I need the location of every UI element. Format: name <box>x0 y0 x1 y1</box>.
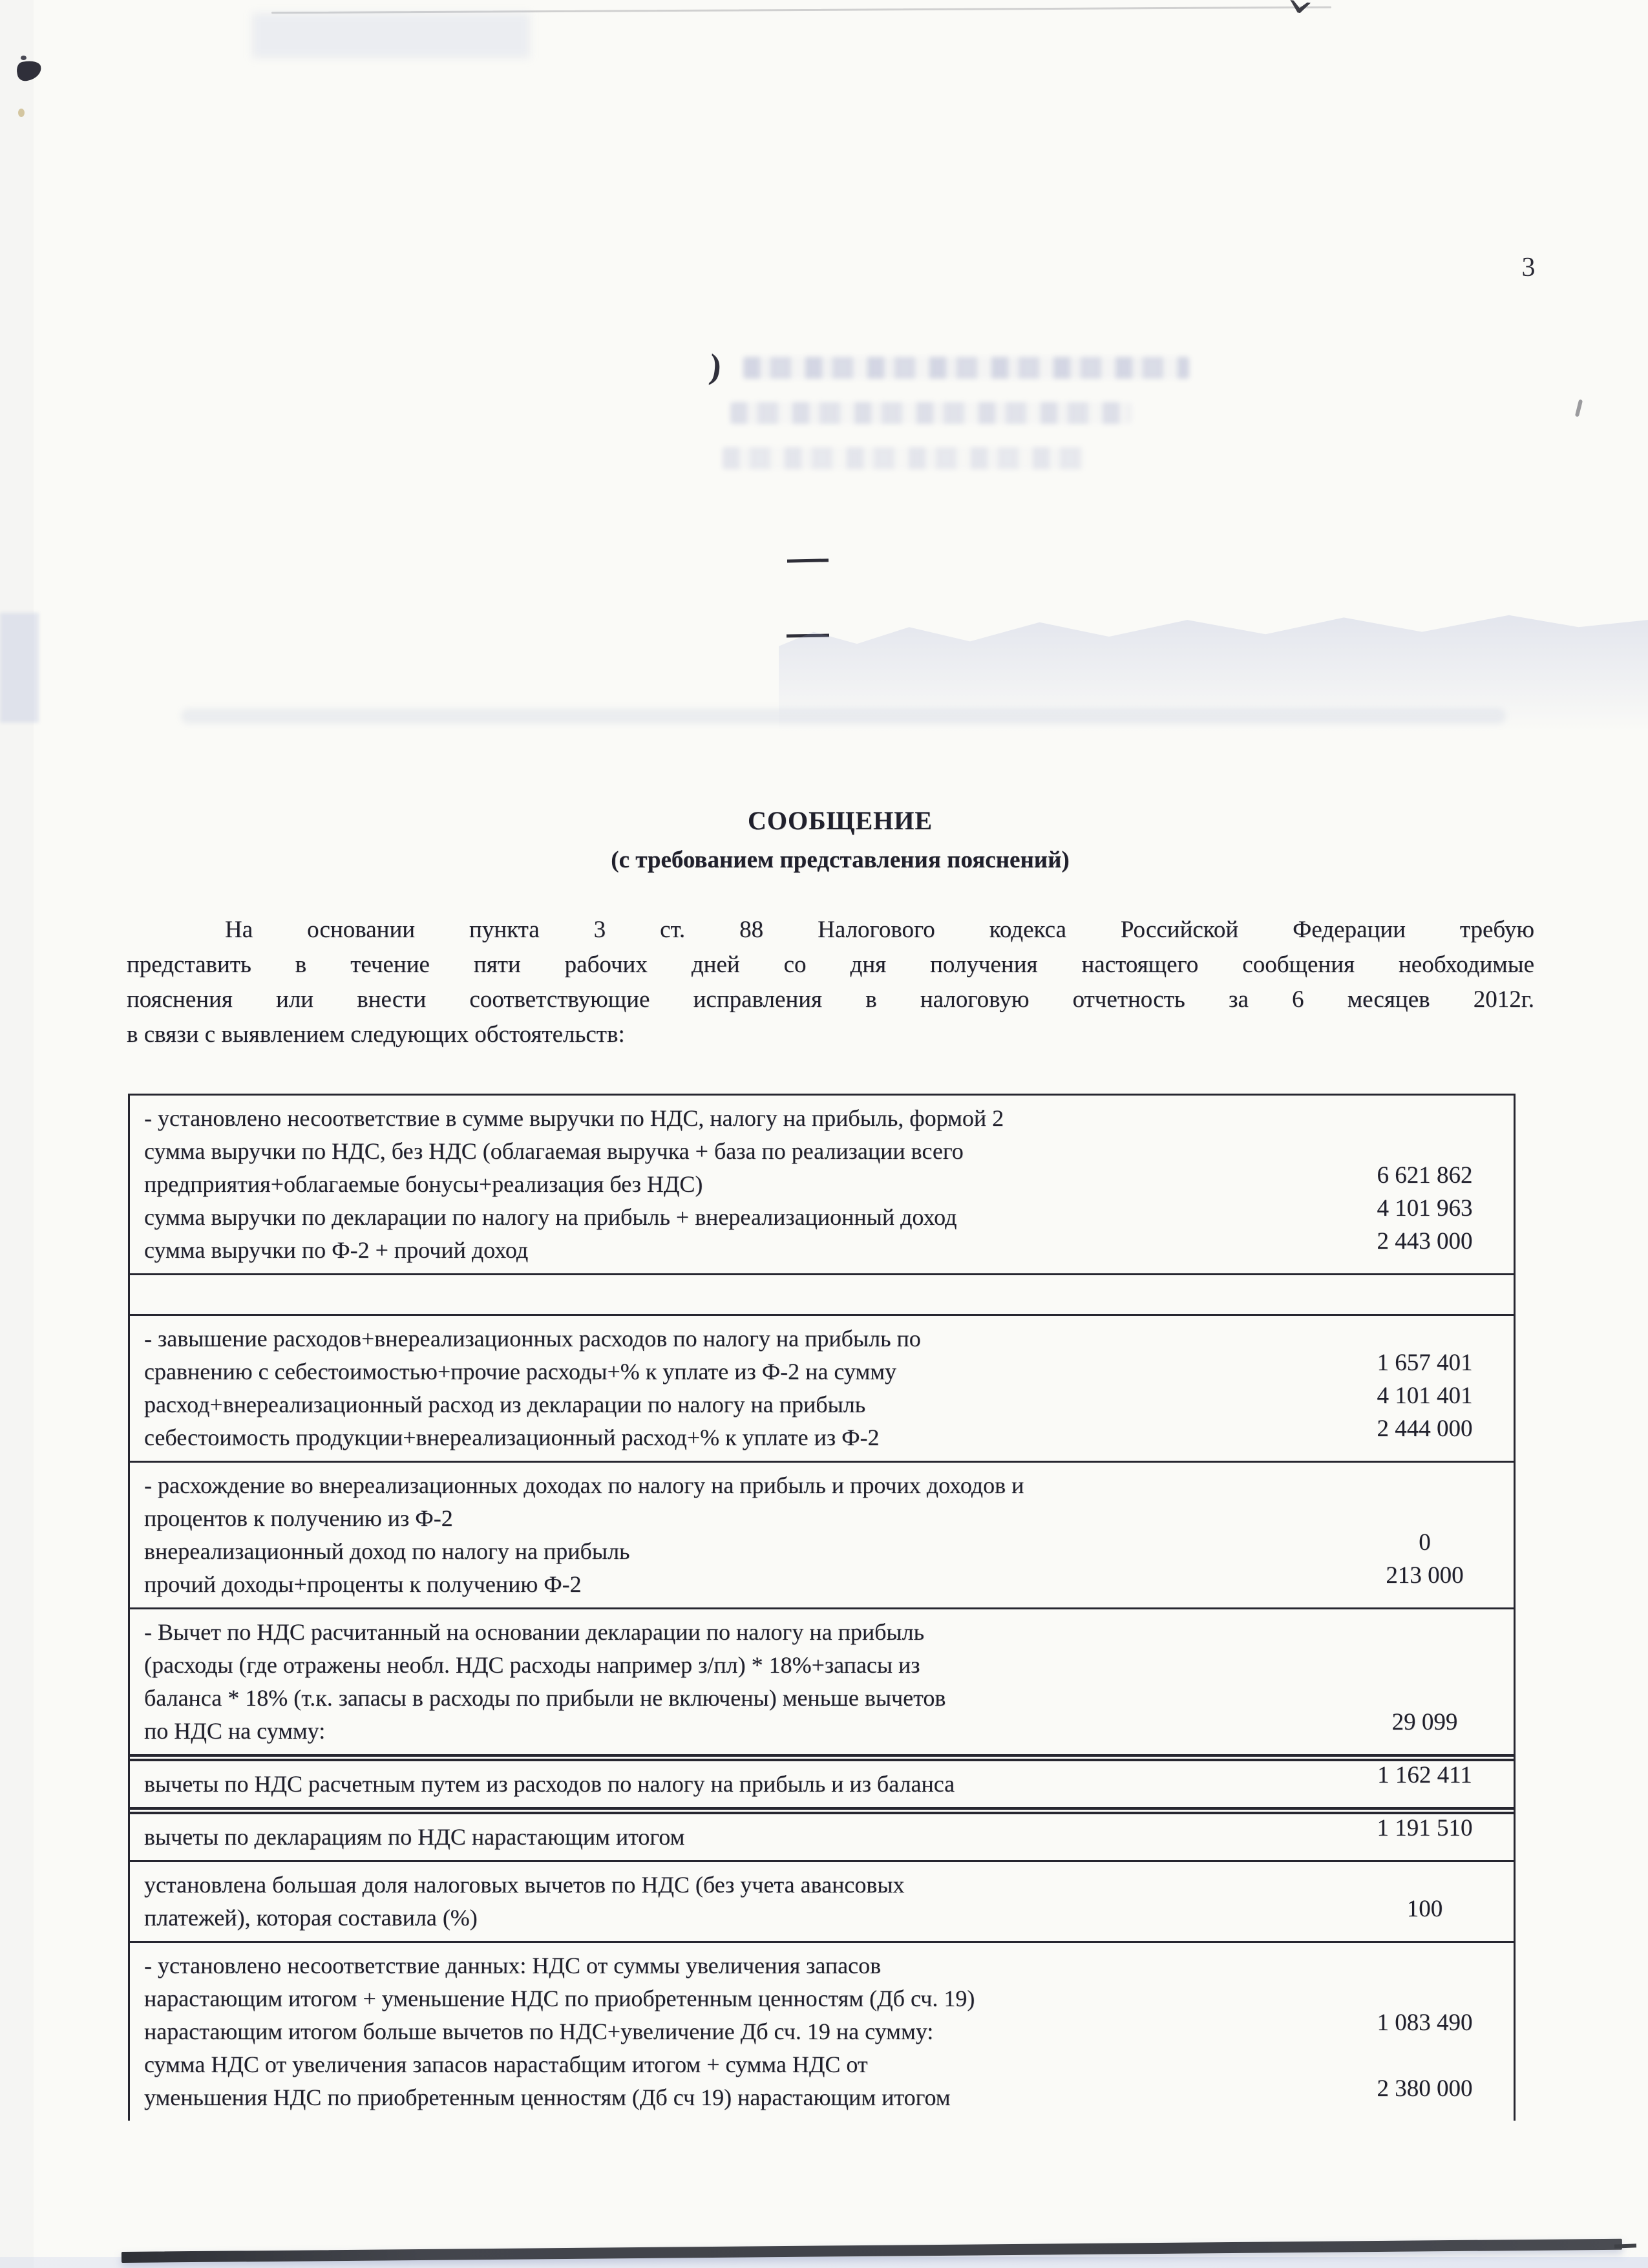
stray-dash-mark <box>1614 2243 1636 2248</box>
table-block <box>130 1096 1514 1273</box>
table-line <box>130 2009 1514 2048</box>
line-label: нарастающим итогом больше вычетов по НДС+увеличение Дб сч. 19 на сумму: <box>144 2019 934 2044</box>
line-value: 1 657 401 <box>1377 1350 1473 1376</box>
table-block <box>130 1941 1514 2121</box>
table-line <box>130 1682 1514 1715</box>
table-line <box>130 1102 1514 1135</box>
table-line <box>130 1322 1514 1355</box>
line-value: 2 444 000 <box>1377 1415 1473 1442</box>
document-header <box>126 805 1554 874</box>
line-value: 100 <box>1406 1896 1443 1922</box>
table-spacer-row <box>130 1273 1514 1314</box>
table-line <box>130 1649 1514 1682</box>
line-label: процентов к получению из Ф-2 <box>144 1505 453 1531</box>
table-block <box>130 1807 1514 1860</box>
table-line <box>130 1228 1514 1267</box>
line-value: 0 <box>1419 1529 1431 1556</box>
line-value: 1 162 411 <box>1377 1762 1472 1788</box>
table-block <box>130 1314 1514 1461</box>
line-label: баланса * 18% (т.к. запасы в расходы по прибыли не включены) меньше вычетов <box>144 1685 946 1711</box>
bleedthrough-text-line <box>723 447 1084 469</box>
intro-line: представить в течение пяти рабочих дней со дня получения настоящего сообщения необходимые <box>127 951 1534 978</box>
document-subtitle: (с требованием представления пояснений) <box>611 847 1070 873</box>
line-label: нарастающим итогом + уменьшение НДС по приобретенным ценностям (Дб сч. 19) <box>144 1986 975 2011</box>
table-block <box>130 1461 1514 1607</box>
stray-tick-mark <box>1575 399 1583 418</box>
table-line <box>130 1135 1514 1168</box>
line-label: сумма выручки по НДС, без НДС (облагаемая выручка + база по реализации всего <box>144 1138 964 1164</box>
line-label: расход+внереализационный расход из декларации по налогу на прибыль <box>144 1392 866 1417</box>
table-line <box>130 2075 1514 2114</box>
intro-paragraph <box>127 913 1534 1052</box>
table-line <box>130 1815 1514 1854</box>
line-label: по НДС на сумму: <box>144 1718 326 1744</box>
bleedthrough-band-left <box>0 613 39 723</box>
table-block <box>130 1860 1514 1941</box>
table-line <box>130 1469 1514 1502</box>
document-title: СООБЩЕНИЕ <box>747 806 933 835</box>
line-label: вычеты по НДС расчетным путем из расходов по налогу на прибыль и из баланса <box>144 1771 955 1797</box>
line-label: прочий доходы+проценты к получению Ф-2 <box>144 1571 582 1597</box>
table-line <box>130 1529 1514 1568</box>
table-line <box>130 1415 1514 1454</box>
page-number: 3 <box>1521 253 1536 282</box>
stray-dash-mark <box>787 558 829 562</box>
line-label: - завышение расходов+внереализационных расходов по налогу на прибыль по <box>144 1326 921 1351</box>
table-line <box>130 1896 1514 1934</box>
table-line <box>130 1195 1514 1234</box>
line-value: 2 380 000 <box>1377 2075 1473 2102</box>
line-value: 1 083 490 <box>1377 2009 1473 2036</box>
table-line <box>130 1982 1514 2015</box>
table-line <box>130 1383 1514 1421</box>
line-value: 4 101 963 <box>1377 1195 1473 1222</box>
line-label: установлена большая доля налоговых вычетов по НДС (без учета авансовых <box>144 1872 905 1898</box>
line-label: - установлено несоответствие данных: НДС от суммы увеличения запасов <box>144 1953 882 1978</box>
line-label: платежей), которая составила (%) <box>144 1905 478 1931</box>
line-value: 1 191 510 <box>1377 1815 1473 1841</box>
line-label: сумма НДС от увеличения запасов нарастабщим итогом + сумма НДС от <box>144 2051 868 2077</box>
line-value: 4 101 401 <box>1377 1383 1473 1409</box>
line-label: вычеты по декларациям по НДС нарастающим итогом <box>144 1824 685 1850</box>
table-line <box>130 1869 1514 1902</box>
line-value: 2 443 000 <box>1377 1228 1473 1255</box>
line-label: - расхождение во внереализационных доходах по налогу на прибыль и прочих доходов и <box>144 1472 1024 1498</box>
line-label: (расходы (где отражены необл. НДС расходы например з/пл) * 18%+запасы из <box>144 1652 920 1678</box>
line-value: 6 621 862 <box>1377 1162 1473 1189</box>
table-line <box>130 1616 1514 1649</box>
intro-line: На основании пункта 3 ст. 88 Налогового кодекса Российской Федерации требую <box>225 917 1534 943</box>
bleedthrough-paren-mark: ) <box>707 346 724 387</box>
line-label: сравнению с себестоимостью+прочие расходы+% к уплате из Ф-2 на сумму <box>144 1359 897 1384</box>
line-label: - установлено несоответствие в сумме выручки по НДС, налогу на прибыль, формой 2 <box>144 1105 1004 1131</box>
table-line <box>130 1350 1514 1388</box>
line-label: себестоимость продукции+внереализационный расход+% к уплате из Ф-2 <box>144 1425 880 1450</box>
bleedthrough-text-line <box>730 402 1131 424</box>
table-line <box>130 1162 1514 1201</box>
line-label: сумма выручки по декларации по налогу на прибыль + внереализационный доход <box>144 1204 957 1230</box>
table-line <box>130 1949 1514 1982</box>
table-line <box>130 2048 1514 2081</box>
line-value: 29 099 <box>1391 1709 1458 1735</box>
intro-line: пояснения или внести соответствующие исправления в налоговую отчетность за 6 месяцев 2012г. <box>127 986 1534 1013</box>
line-value: 213 000 <box>1386 1562 1464 1589</box>
table-line <box>130 1762 1514 1801</box>
scan-edge-tint <box>252 13 530 58</box>
table-block <box>130 1754 1514 1807</box>
bleedthrough-text-line <box>743 357 1189 379</box>
intro-line: в связи с выявлением следующих обстоятельств: <box>127 1021 625 1048</box>
line-label: предприятия+облагаемые бонусы+реализация без НДС) <box>144 1171 703 1197</box>
line-label: сумма выручки по Ф-2 + прочий доход <box>144 1237 529 1263</box>
table-line <box>130 1502 1514 1535</box>
table-line <box>130 1709 1514 1748</box>
scan-left-shadow <box>0 0 34 2268</box>
findings-table <box>128 1094 1516 2121</box>
scan-smudge <box>181 708 1506 724</box>
line-label: - Вычет по НДС расчитанный на основании декларации по налогу на прибыль <box>144 1619 924 1645</box>
line-label: уменьшения НДС по приобретенным ценностям (Дб сч 19) нарастающим итогом <box>144 2084 951 2110</box>
table-block <box>130 1607 1514 1754</box>
line-label: внереализационный доход по налогу на прибыль <box>144 1538 630 1564</box>
table-line <box>130 1562 1514 1601</box>
